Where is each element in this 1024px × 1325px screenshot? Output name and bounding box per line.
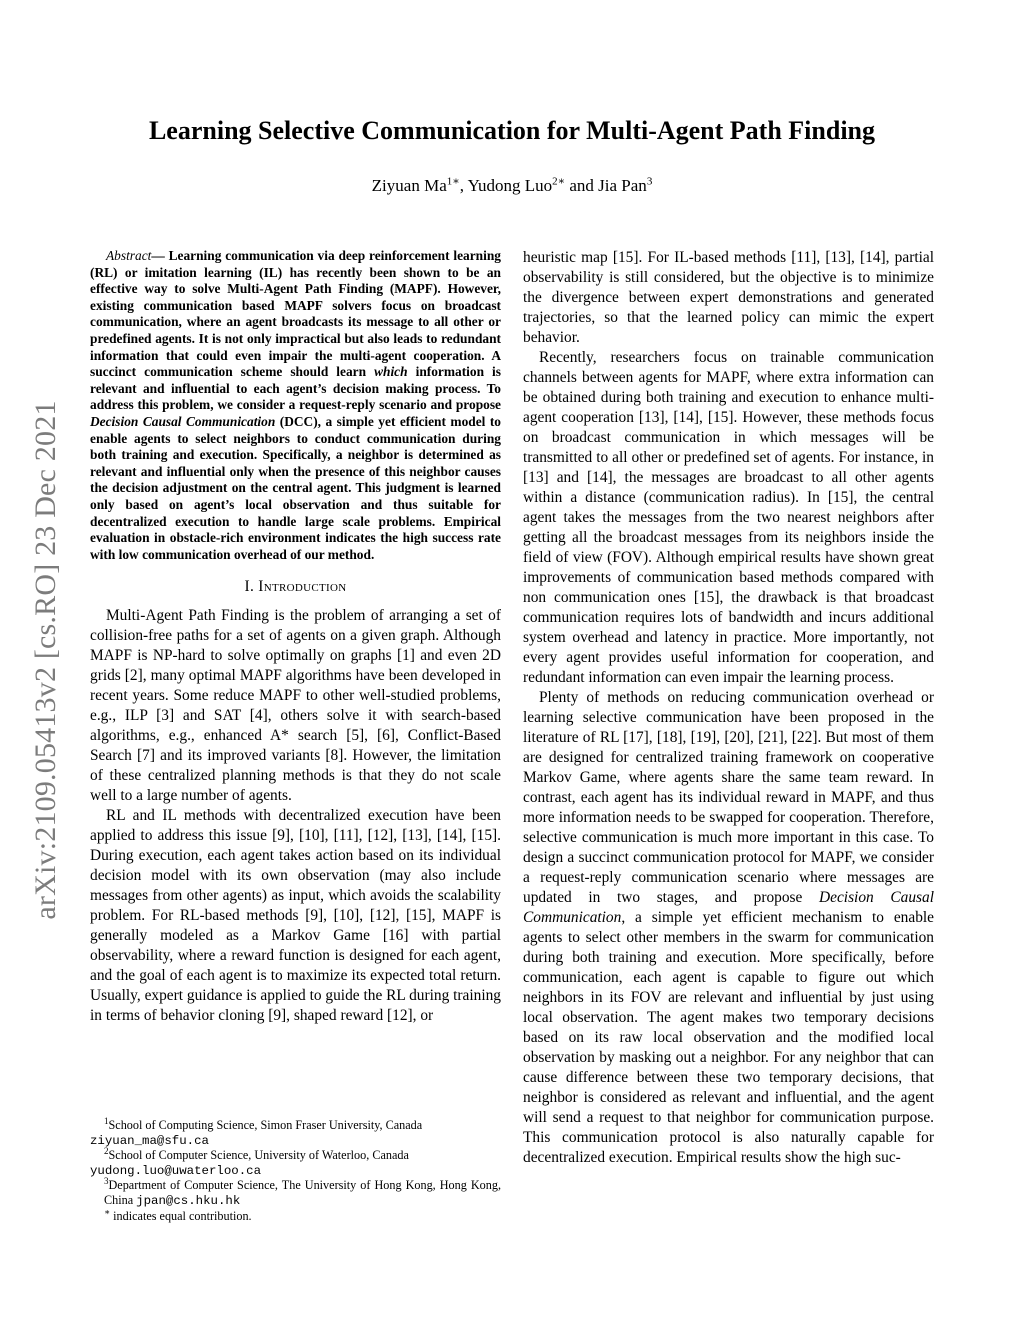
- abstract-emphasis: which: [374, 364, 408, 380]
- footnote-text: School of Computing Science, Simon Fraser University, Canada: [108, 1118, 423, 1132]
- footnote-text: indicates equal contribution.: [110, 1208, 252, 1223]
- footnotes: [90, 1115, 501, 1223]
- email-address: yudong.luo@uwaterloo.ca: [90, 1163, 262, 1178]
- right-column: [523, 248, 934, 1168]
- emphasis-text: Decision Causal Communication: [523, 889, 934, 926]
- footnote-marker: 3: [104, 1176, 109, 1187]
- footnote-text: Department of Computer Science, The University of Hong Kong, Hong Kong, China: [104, 1178, 501, 1207]
- footnote: [90, 1148, 501, 1163]
- section-number: I.: [244, 578, 259, 596]
- paragraph-text: Plenty of methods on reducing communication overhead or learning selective communication have been proposed in the literature of RL [17], [18], [19], [20], [21], [22]. But most of them are designed for centralized training framework on cooperative Markov Game, where agents share the same team reward. In contrast, each agent has its individual reward in MAPF, and thus more information needs to be swapped for cooperation. Therefore, selective communication is much more important in this case. To design a succinct communication protocol for MAPF, we consider a request-reply communication scenario where messages are updated in two stages, and propose: [523, 689, 934, 906]
- paragraph: [523, 688, 934, 1168]
- abstract-text: Learning communication via deep reinforcement learning (RL) or imitation learning (IL) has recently been shown to be an effective way to solve Multi-Agent Path Finding (MAPF). However, existing communication based MAPF solvers focus on broadcast communication, where an agent broadcasts its message to all other or predefined agents. It is not only impractical but also leads to redundant information that could even impair the multi-agent cooperation. A succinct communication scheme should learn: [90, 248, 501, 380]
- affiliation-marker: 2∗: [552, 175, 566, 188]
- author-name: Jia Pan: [598, 176, 647, 195]
- author-name: Yudong Luo: [467, 176, 553, 195]
- footnote: [90, 1178, 501, 1208]
- footnote-marker: ∗: [104, 1206, 111, 1217]
- paragraph: Recently, researchers focus on trainable communication channels between agents for MAPF, where extra information can be obtained during both training and execution to enhance multi-agent cooperation [13], [14], [15]. However, these methods focus on broadcast communication in which messages will be transmitted to all other or predefined set of agents. For instance, in [13] and [14], the messages are broadcast to all other agents within a distance (communication radius). In [15], the central agent takes the messages from the two nearest neighbors after getting all the broadcast messages from its neighbors inside the field of view (FOV). Although empirical results have shown great improvements of communication based methods compared with non communication ones [15], the drawback is that broadcast communication requires lots of bandwidth and incurs additional system overhead and latency in practice. More importantly, not every agent provides useful information for cooperation, and redundant information can even impair the learning process.: [523, 349, 934, 686]
- affiliation-marker: 1∗: [446, 175, 460, 188]
- section-heading: [90, 577, 501, 597]
- footnote-marker: 1: [104, 1115, 109, 1126]
- abstract-dash: —: [151, 248, 169, 263]
- footnote: [90, 1206, 501, 1224]
- email-address: jpan@cs.hku.hk: [136, 1193, 241, 1208]
- footnote-email: [90, 1133, 501, 1149]
- paragraph: heuristic map [15]. For IL-based methods [11], [13], [14], partial observability is still considered, but the objective is to minimize the divergence between expert demonstrations and generated trajectories, so that the learned policy can mimic the expert behavior.: [523, 249, 934, 346]
- footnote-marker: 2: [104, 1146, 109, 1157]
- paragraph: Multi-Agent Path Finding is the problem of arranging a set of collision-free paths for a set of agents on a given graph. Although MAPF is NP-hard to solve optimally on graphs [1] and even 2D grids [2], many optimal MAPF algorithms have been developed in recent years. Some reduce MAPF to other well-studied problems, e.g., ILP [3] and SAT [4], others solve it with search-based algorithms, e.g., enhanced A* search [5], [6], Conflict-Based Search [7] and its improved variants [8]. However, the limitation of these centralized planning methods is that they do not scale well to a large number of agents.: [90, 607, 501, 805]
- left-column: [90, 248, 501, 1026]
- author-separator: and: [565, 176, 599, 195]
- affiliation-marker: 3: [646, 175, 653, 188]
- footnote-text: School of Computer Science, University of Waterloo, Canada: [108, 1148, 409, 1163]
- paper-title: Learning Selective Communication for Multi-Agent Path Finding: [148, 116, 876, 145]
- arxiv-identifier: arXiv:2109.05413v2 [cs.RO] 23 Dec 2021: [29, 400, 62, 920]
- footnote: [90, 1115, 501, 1133]
- author-separator: ,: [459, 176, 468, 195]
- footnote-email: [90, 1163, 501, 1179]
- abstract-text: (DCC), a simple yet efficient model to enable agents to select neighbors to conduct communication during both training and execution. Specifically, a neighbor is determined as relevant and influential only when the presence of this neighbor causes the decision adjustment on the central agent. This judgment is learned only based on agent’s local observation and thus suitable for decentralized execution to handle large scale problems. Empirical evaluation in obstacle-rich environment indicates the high success rate with low communication overhead of our method.: [90, 413, 501, 562]
- abstract-text: information is relevant and influential to each agent’s decision making process. To address this problem, we consider a request-reply scenario and propose: [90, 364, 501, 413]
- email-address: ziyuan_ma@sfu.ca: [90, 1133, 209, 1148]
- paragraph-text: , a simple yet efficient mechanism to enable agents to select other members in the swarm for communication during both training and execution. More specifically, before communication, each agent is capable to figure out which neighbors in its FOV are relevant and influential by just using local observation. The agent makes two temporary decisions based on its raw local observation and the modified local observation by masking out a neighbor. For any neighbor that can cause difference between these two temporary decisions, that neighbor is considered as relevant and influential, and the agent will send a request to that neighbor for communication purpose. This communication protocol is also naturally capable for decentralized execution. Empirical results show the high suc-: [523, 909, 934, 1166]
- author-line: [0, 176, 1024, 196]
- paragraph: RL and IL methods with decentralized execution have been applied to address this issue [9], [10], [11], [12], [13], [14], [15]. During execution, each agent takes action based on its individual decision model with its own observation (may also include messages from other agents) as input, which avoids the scalability problem. For RL-based methods [9], [10], [12], [15], MAPF is generally modeled as a Markov Game [16] with partial observability, where a reward function is designed for each agent, and the goal of each agent is to maximize its expected total return. Usually, expert guidance is applied to guide the RL during training in terms of behavior cloning [9], shaped reward [12], or: [90, 807, 501, 1025]
- author-name: Ziyuan Ma: [371, 176, 447, 195]
- abstract: [90, 248, 501, 563]
- abstract-emphasis: Decision Causal Communication: [90, 413, 276, 429]
- section-title: Introduction: [258, 578, 347, 596]
- abstract-label: Abstract: [106, 248, 152, 263]
